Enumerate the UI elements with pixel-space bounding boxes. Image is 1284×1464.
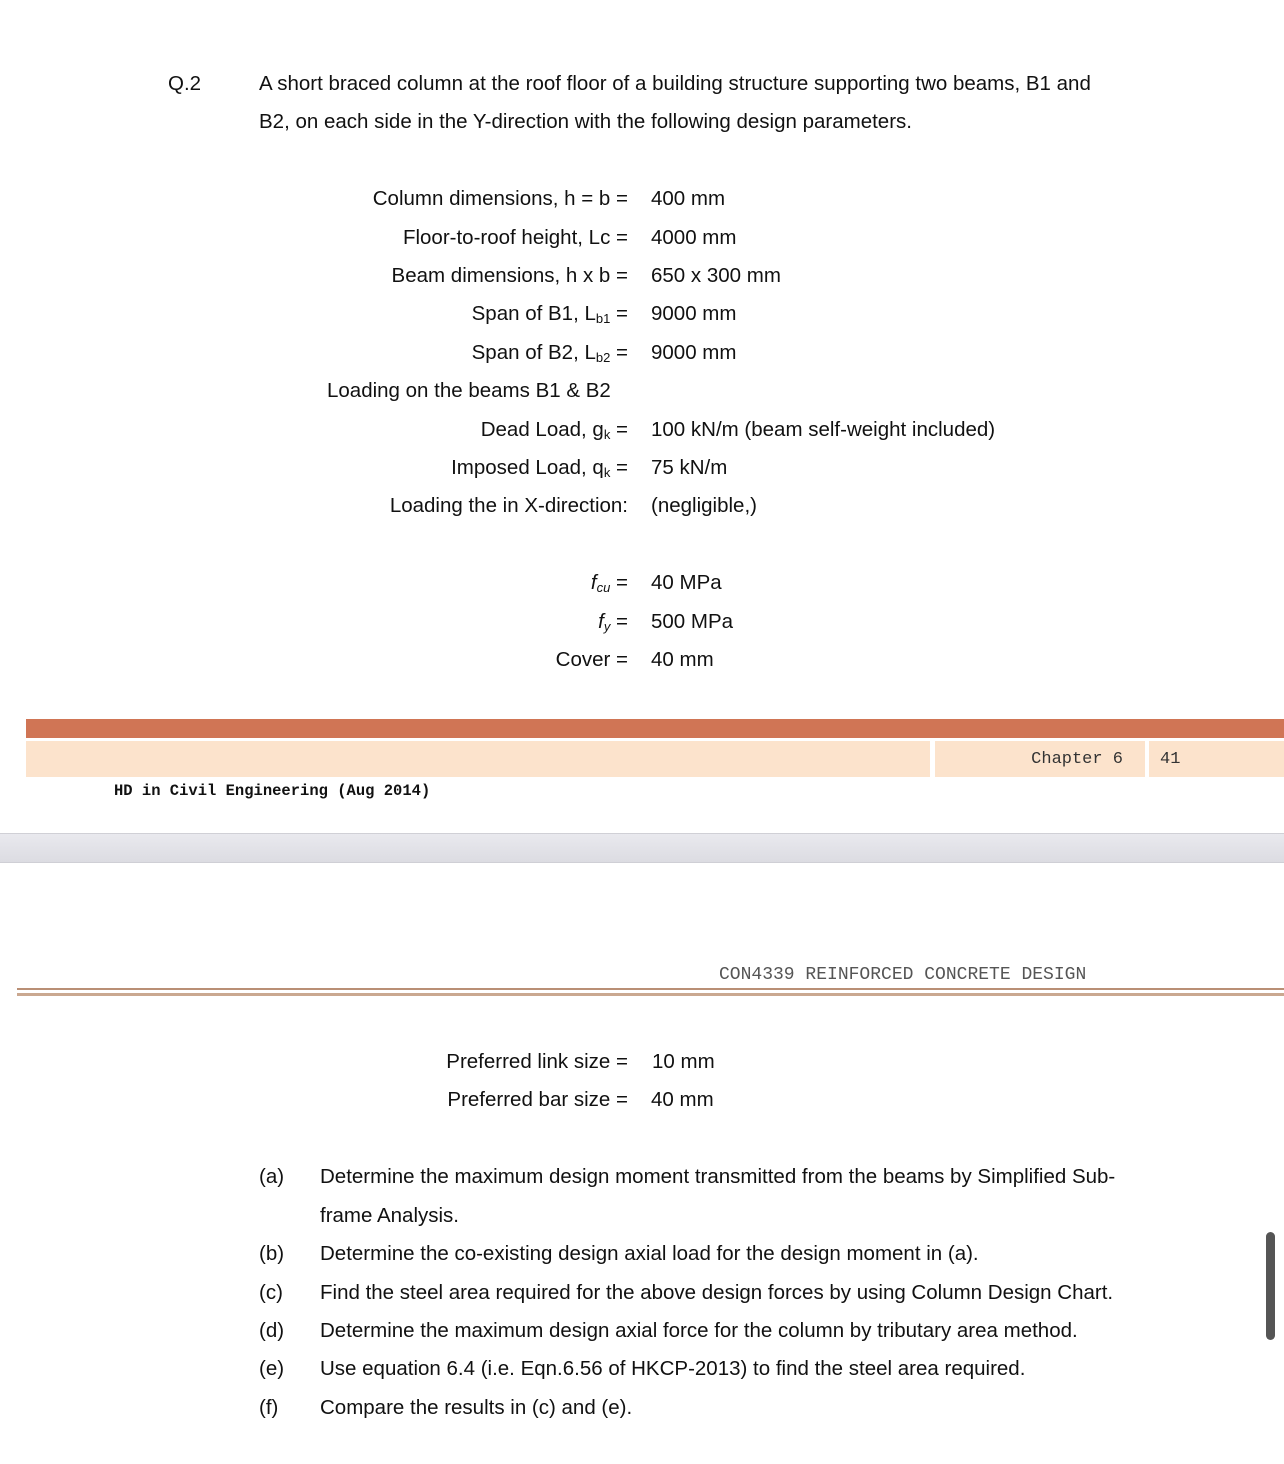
imposed-load-label: Imposed Load, $q_k$ = [451, 456, 628, 480]
footer-band-page [1149, 741, 1284, 777]
beam-dimensions-label: Beam dimensions, h x b = [391, 264, 628, 287]
dead-load-value: 100 kN/m (beam self-weight included) [651, 418, 996, 441]
task-letter: (e) [259, 1357, 285, 1380]
column-dimensions-value: 400 mm [651, 187, 726, 210]
task-letter: (d) [259, 1319, 285, 1342]
fy-label: $f_y$ = [598, 610, 628, 634]
span-b1-value: 9000 mm [651, 302, 737, 325]
task-letter: (b) [259, 1242, 285, 1265]
page-break [0, 833, 1284, 863]
x-direction-value: (negligible,) [651, 494, 757, 517]
task-text: Determine the maximum design moment transmitted from the beams by Simplified Sub- [320, 1165, 1116, 1188]
cover-value: 40 mm [651, 648, 714, 671]
span-b2-label: Span of B2, $L_{b2}$ = [471, 341, 628, 365]
imposed-load-value: 75 kN/m [651, 456, 728, 479]
cover-label: Cover = [555, 648, 628, 671]
header-rule-top [17, 988, 1284, 990]
task-letter: (f) [259, 1396, 279, 1419]
span-b1-label: Span of B1, $L_{b1}$ = [471, 302, 628, 326]
page-number: 41 [1160, 750, 1181, 769]
fy-value: 500 MPa [651, 610, 734, 633]
link-size-label: Preferred link size = [446, 1050, 628, 1073]
task-text: Use equation 6.4 (i.e. Eqn.6.56 of HKCP-2013) to find the steel area required. [320, 1357, 1026, 1380]
span-b2-value: 9000 mm [651, 341, 737, 364]
bar-size-value: 40 mm [651, 1088, 714, 1111]
task-text: Determine the co-existing design axial load for the design moment in (a). [320, 1242, 979, 1265]
column-dimensions-label: Column dimensions, h = b = [372, 187, 628, 210]
footer-band-left [26, 741, 930, 777]
question-number: Q.2 [168, 72, 202, 95]
fcu-value: 40 MPa [651, 571, 722, 594]
header-rule-bottom [17, 993, 1284, 996]
course-header: CON4339 REINFORCED CONCRETE DESIGN [719, 965, 1087, 985]
height-value: 4000 mm [651, 226, 737, 249]
task-letter: (c) [259, 1281, 283, 1304]
x-direction-label: Loading the in X-direction: [389, 494, 628, 517]
height-label: Floor-to-roof height, Lc = [402, 226, 628, 249]
chapter-label: Chapter 6 [1031, 750, 1123, 769]
footer-band-chapter [935, 741, 1145, 777]
beam-dimensions-value: 650 x 300 mm [651, 264, 781, 287]
footer-accent-bar [26, 719, 1284, 738]
task-text: Determine the maximum design axial force for the column by tributary area method. [320, 1319, 1078, 1342]
task-text: Find the steel area required for the above design forces by using Column Design Chart. [320, 1281, 1114, 1304]
question-text-line-1: A short braced column at the roof floor of a building structure supporting two beams, B1 and [259, 72, 1091, 95]
dead-load-label: Dead Load, $g_k$ = [480, 418, 628, 442]
question-text-line-2: B2, on each side in the Y-direction with the following design parameters. [259, 110, 912, 133]
task-text: Compare the results in (c) and (e). [320, 1396, 633, 1419]
task-letter: (a) [259, 1165, 285, 1188]
fcu-label: $f_{cu}$ = [590, 571, 628, 595]
link-size-value: 10 mm [652, 1050, 715, 1073]
course-footer-text: HD in Civil Engineering (Aug 2014) [114, 782, 431, 800]
task-text-continued: frame Analysis. [320, 1204, 459, 1227]
bar-size-label: Preferred bar size = [447, 1088, 628, 1111]
loading-heading: Loading on the beams B1 & B2 [327, 379, 611, 402]
scrollbar-thumb[interactable] [1266, 1232, 1275, 1340]
